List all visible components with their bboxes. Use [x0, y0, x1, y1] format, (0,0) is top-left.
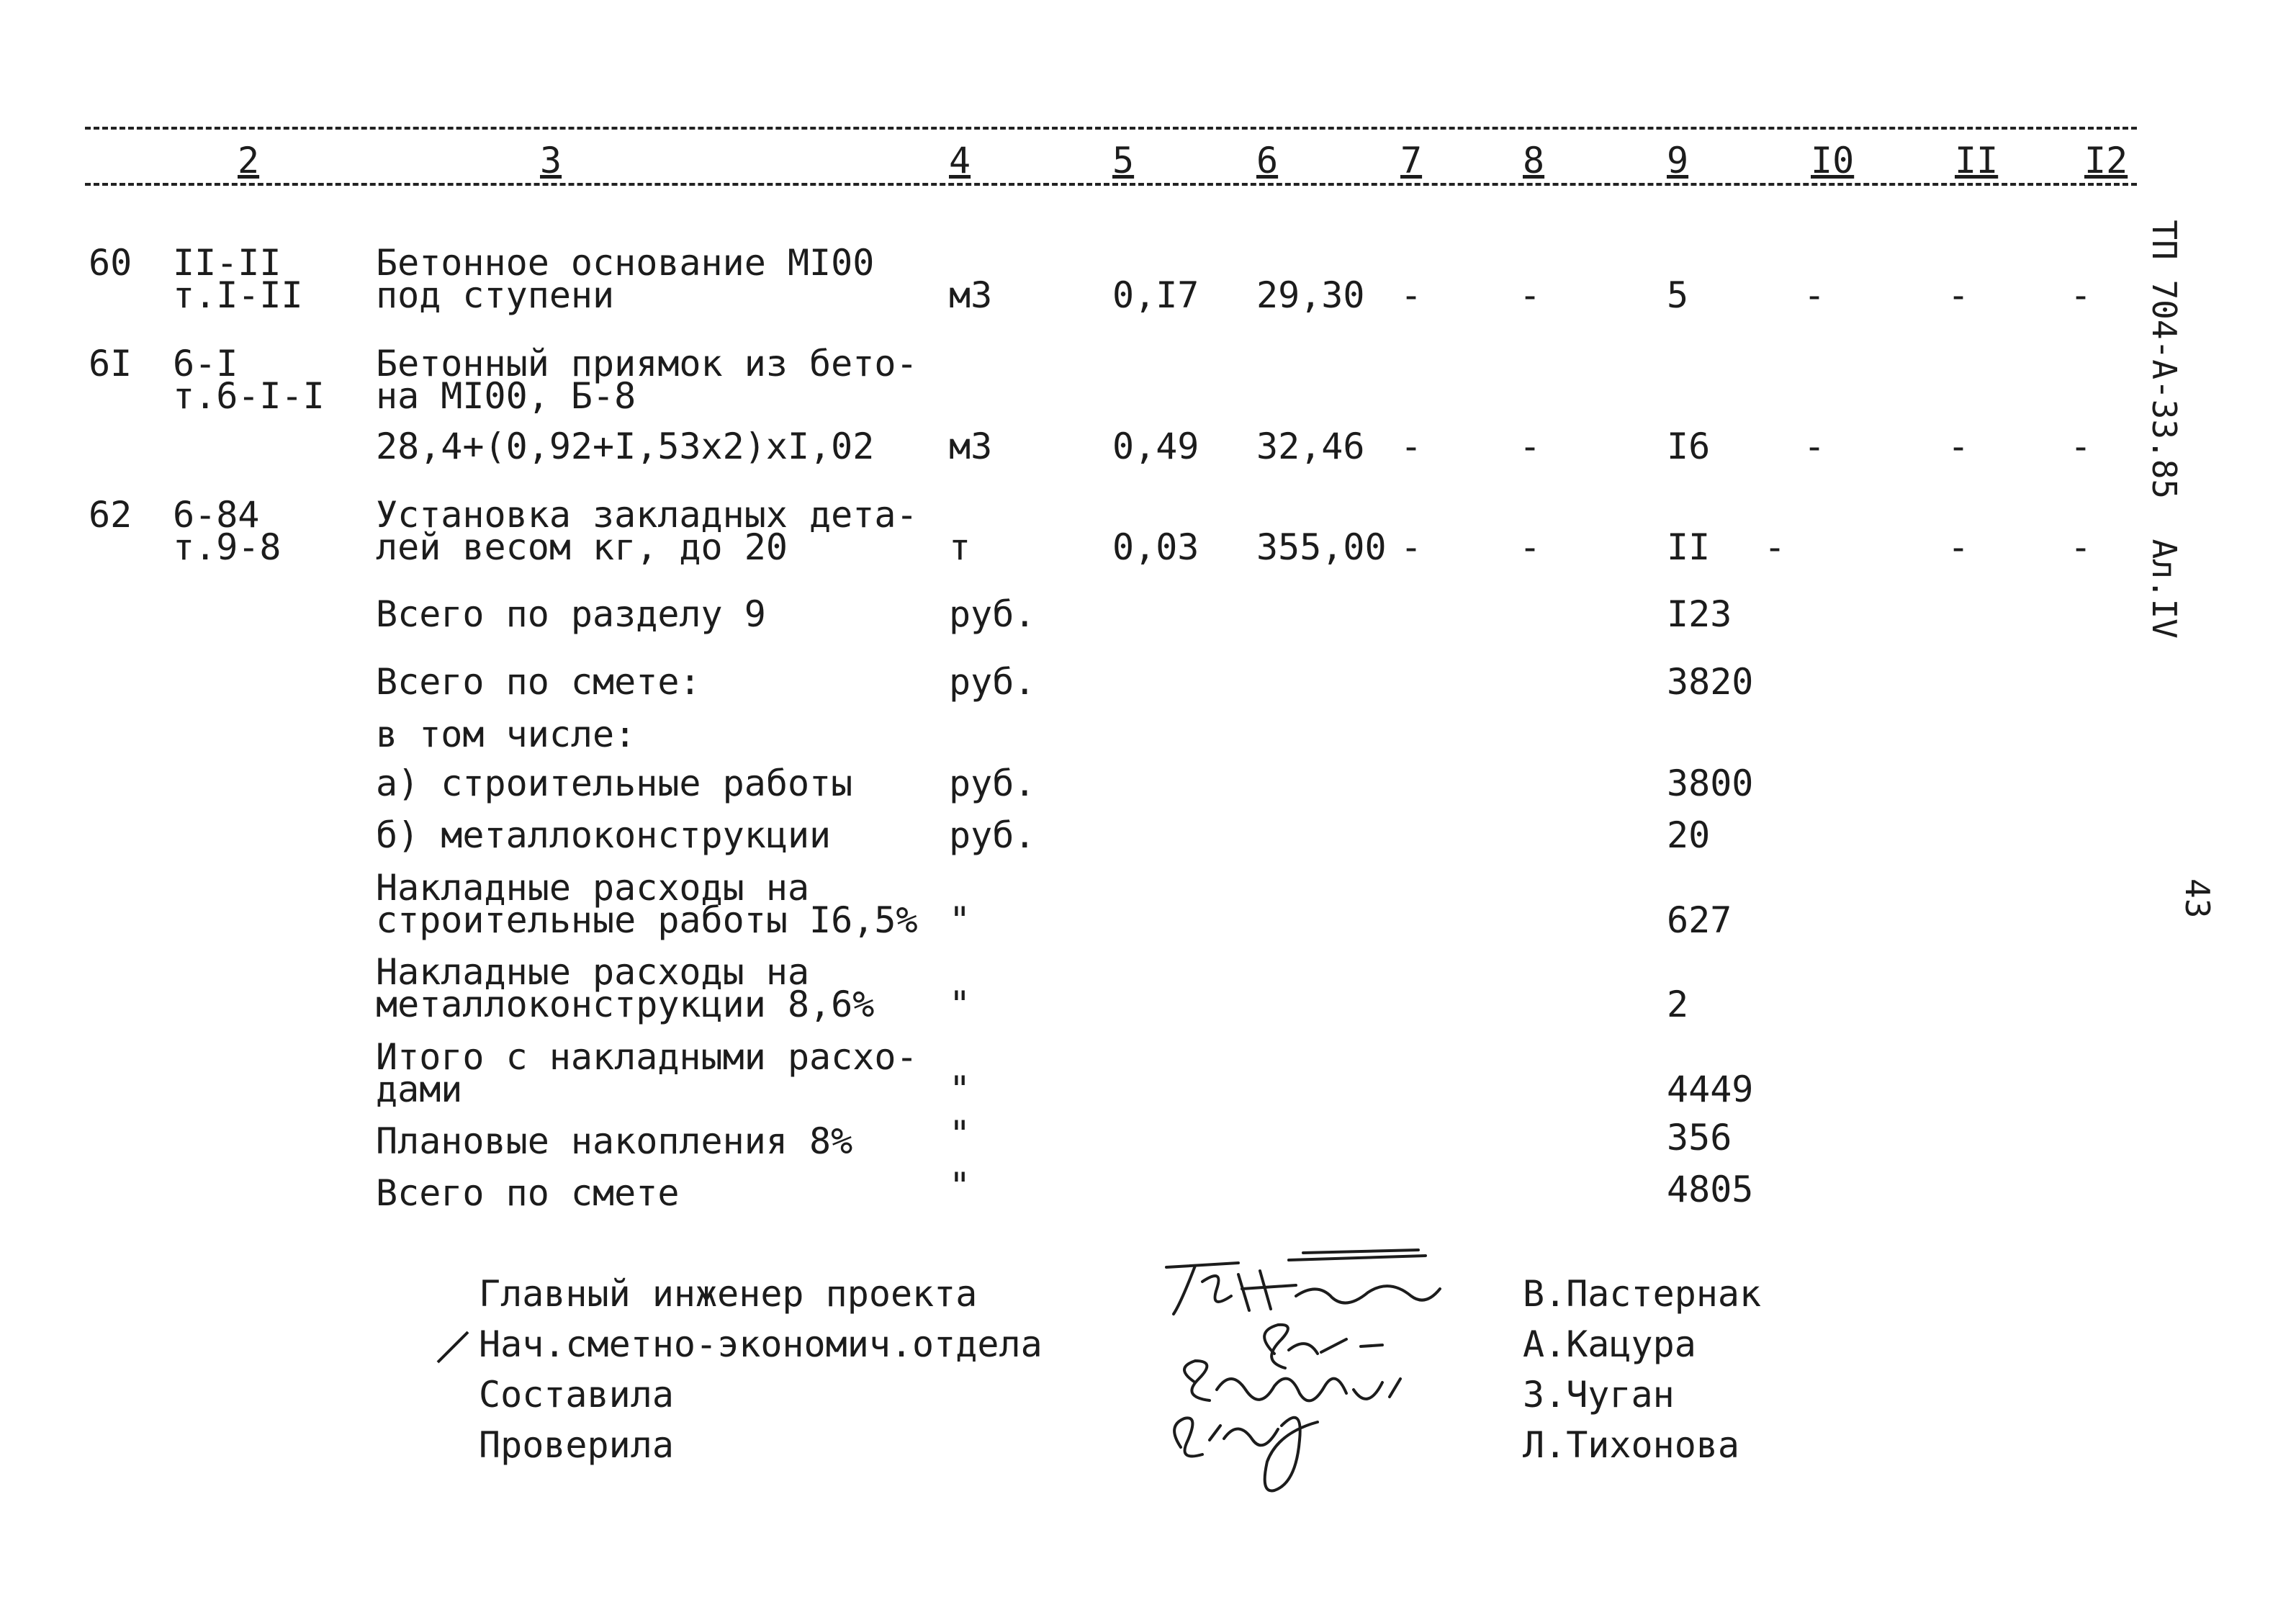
row-62-c6: 355,00: [1256, 526, 1387, 568]
grand-total-unit: ": [949, 1165, 971, 1207]
row-62-c9: II: [1667, 526, 1711, 568]
row-61-desc-1: Бетонный приямок из бето-: [376, 343, 918, 384]
sig-position-checked: Проверила: [479, 1424, 674, 1466]
overhead-metal-line2: металлоконструкции 8,6%: [376, 984, 875, 1025]
including-label: в том числе:: [376, 714, 636, 755]
subtotal-unit: ": [949, 1069, 971, 1110]
col-header-11: II: [1955, 140, 1999, 181]
planned-savings-unit: ": [949, 1113, 971, 1155]
row-62-norm-2: т.9-8: [173, 526, 282, 568]
grand-total-value: 4805: [1667, 1169, 1754, 1210]
row-62-c7: -: [1400, 526, 1423, 568]
sig-position-dept-head: Нач.сметно-экономич.отдела: [479, 1323, 1043, 1365]
row-61-norm-2: т.6-I-I: [173, 375, 325, 417]
header-top-rule: [85, 127, 2137, 130]
col-header-2: 2: [238, 140, 260, 181]
row-60-desc-1: Бетонное основание МI00: [376, 242, 875, 284]
metal-unit: руб.: [949, 814, 1036, 856]
metal-label: б) металлоконструкции: [376, 814, 832, 856]
row-61-c9: I6: [1667, 426, 1711, 467]
total-section9-label: Всего по разделу 9: [376, 593, 766, 635]
overhead-construction-line2: строительные работы I6,5%: [376, 899, 918, 941]
total-estimate-label: Всего по смете:: [376, 661, 701, 703]
row-61-num: 6I: [89, 343, 132, 384]
subtotal-line1: Итого с накладными расхо-: [376, 1036, 918, 1078]
total-estimate-value: 3820: [1667, 661, 1754, 703]
construction-unit: руб.: [949, 762, 1036, 804]
row-60-c12: -: [2070, 274, 2092, 316]
metal-value: 20: [1667, 814, 1711, 856]
row-61-formula: 28,4+(0,92+I,53х2)хI,02: [376, 426, 875, 467]
row-60-c10: -: [1804, 274, 1826, 316]
construction-value: 3800: [1667, 762, 1754, 804]
planned-savings-label: Плановые накопления 8%: [376, 1120, 853, 1162]
stamp-code-text: ТП 704-А-33.85: [2145, 220, 2184, 500]
col-header-9: 9: [1667, 140, 1689, 181]
sig-name-chugan: З.Чуган: [1523, 1374, 1675, 1416]
row-60-num: 60: [89, 242, 132, 284]
col-header-8: 8: [1523, 140, 1545, 181]
col-header-3: 3: [540, 140, 562, 181]
col-header-5: 5: [1112, 140, 1135, 181]
row-61-c10: -: [1804, 426, 1826, 467]
subtotal-value: 4449: [1667, 1069, 1754, 1110]
sig-name-pasternak: В.Пастернак: [1523, 1273, 1762, 1315]
row-62-desc-1: Установка закладных дета-: [376, 494, 918, 536]
row-61-unit: м3: [949, 426, 993, 467]
planned-savings-value: 356: [1667, 1117, 1732, 1159]
total-section9-unit: руб.: [949, 593, 1036, 635]
col-header-10: I0: [1811, 140, 1855, 181]
row-62-norm-1: 6-84: [173, 494, 260, 536]
stamp-album-text: Ал.IV: [2145, 539, 2184, 639]
row-60-norm-1: II-II: [173, 242, 282, 284]
row-62-c10: -: [1764, 526, 1786, 568]
row-62-num: 62: [89, 494, 132, 536]
row-60-desc-2: под ступени: [376, 274, 615, 316]
total-section9-value: I23: [1667, 593, 1732, 635]
sig-name-katsura: А.Кацура: [1523, 1323, 1696, 1365]
side-stamp-page: 43: [2178, 878, 2217, 919]
handwritten-signatures: [1152, 1246, 1490, 1505]
side-stamp-code: [2145, 180, 2214, 639]
row-60-c7: -: [1400, 274, 1423, 316]
row-62-unit: т: [949, 526, 971, 568]
sig-position-chief-engineer: Главный инженер проекта: [479, 1273, 978, 1315]
subtotal-line2: дами: [376, 1069, 463, 1110]
margin-tick-mark: [432, 1325, 475, 1368]
row-61-desc-2: на МI00, Б-8: [376, 375, 636, 417]
row-60-norm-2: т.I-II: [173, 274, 303, 316]
row-62-c12: -: [2070, 526, 2092, 568]
row-60-unit: м3: [949, 274, 993, 316]
row-61-c6: 32,46: [1256, 426, 1365, 467]
row-60-c5: 0,I7: [1112, 274, 1199, 316]
overhead-construction-line1: Накладные расходы на: [376, 867, 810, 909]
col-header-7: 7: [1400, 140, 1423, 181]
sig-name-tikhonova: Л.Тихонова: [1523, 1424, 1740, 1466]
col-header-4: 4: [949, 140, 971, 181]
row-60-c6: 29,30: [1256, 274, 1365, 316]
sig-position-compiled: Составила: [479, 1374, 674, 1416]
overhead-metal-unit: ": [949, 984, 971, 1025]
overhead-metal-line1: Накладные расходы на: [376, 951, 810, 993]
row-61-c11: -: [1948, 426, 1970, 467]
overhead-metal-value: 2: [1667, 984, 1689, 1025]
header-bottom-rule: [85, 183, 2137, 186]
row-61-norm-1: 6-I: [173, 343, 238, 384]
row-62-c11: -: [1948, 526, 1970, 568]
row-60-c8: -: [1519, 274, 1541, 316]
row-61-c8: -: [1519, 426, 1541, 467]
row-60-c11: -: [1948, 274, 1970, 316]
row-61-c7: -: [1400, 426, 1423, 467]
row-61-c5: 0,49: [1112, 426, 1199, 467]
total-estimate-unit: руб.: [949, 661, 1036, 703]
col-header-6: 6: [1256, 140, 1279, 181]
row-60-c9: 5: [1667, 274, 1689, 316]
row-62-desc-2: лей весом кг, до 20: [376, 526, 788, 568]
overhead-construction-unit: ": [949, 899, 971, 941]
construction-label: а) строительные работы: [376, 762, 853, 804]
grand-total-label: Всего по смете: [376, 1172, 680, 1214]
col-header-12: I2: [2084, 140, 2128, 181]
overhead-construction-value: 627: [1667, 899, 1732, 941]
row-62-c8: -: [1519, 526, 1541, 568]
row-62-c5: 0,03: [1112, 526, 1199, 568]
row-61-c12: -: [2070, 426, 2092, 467]
